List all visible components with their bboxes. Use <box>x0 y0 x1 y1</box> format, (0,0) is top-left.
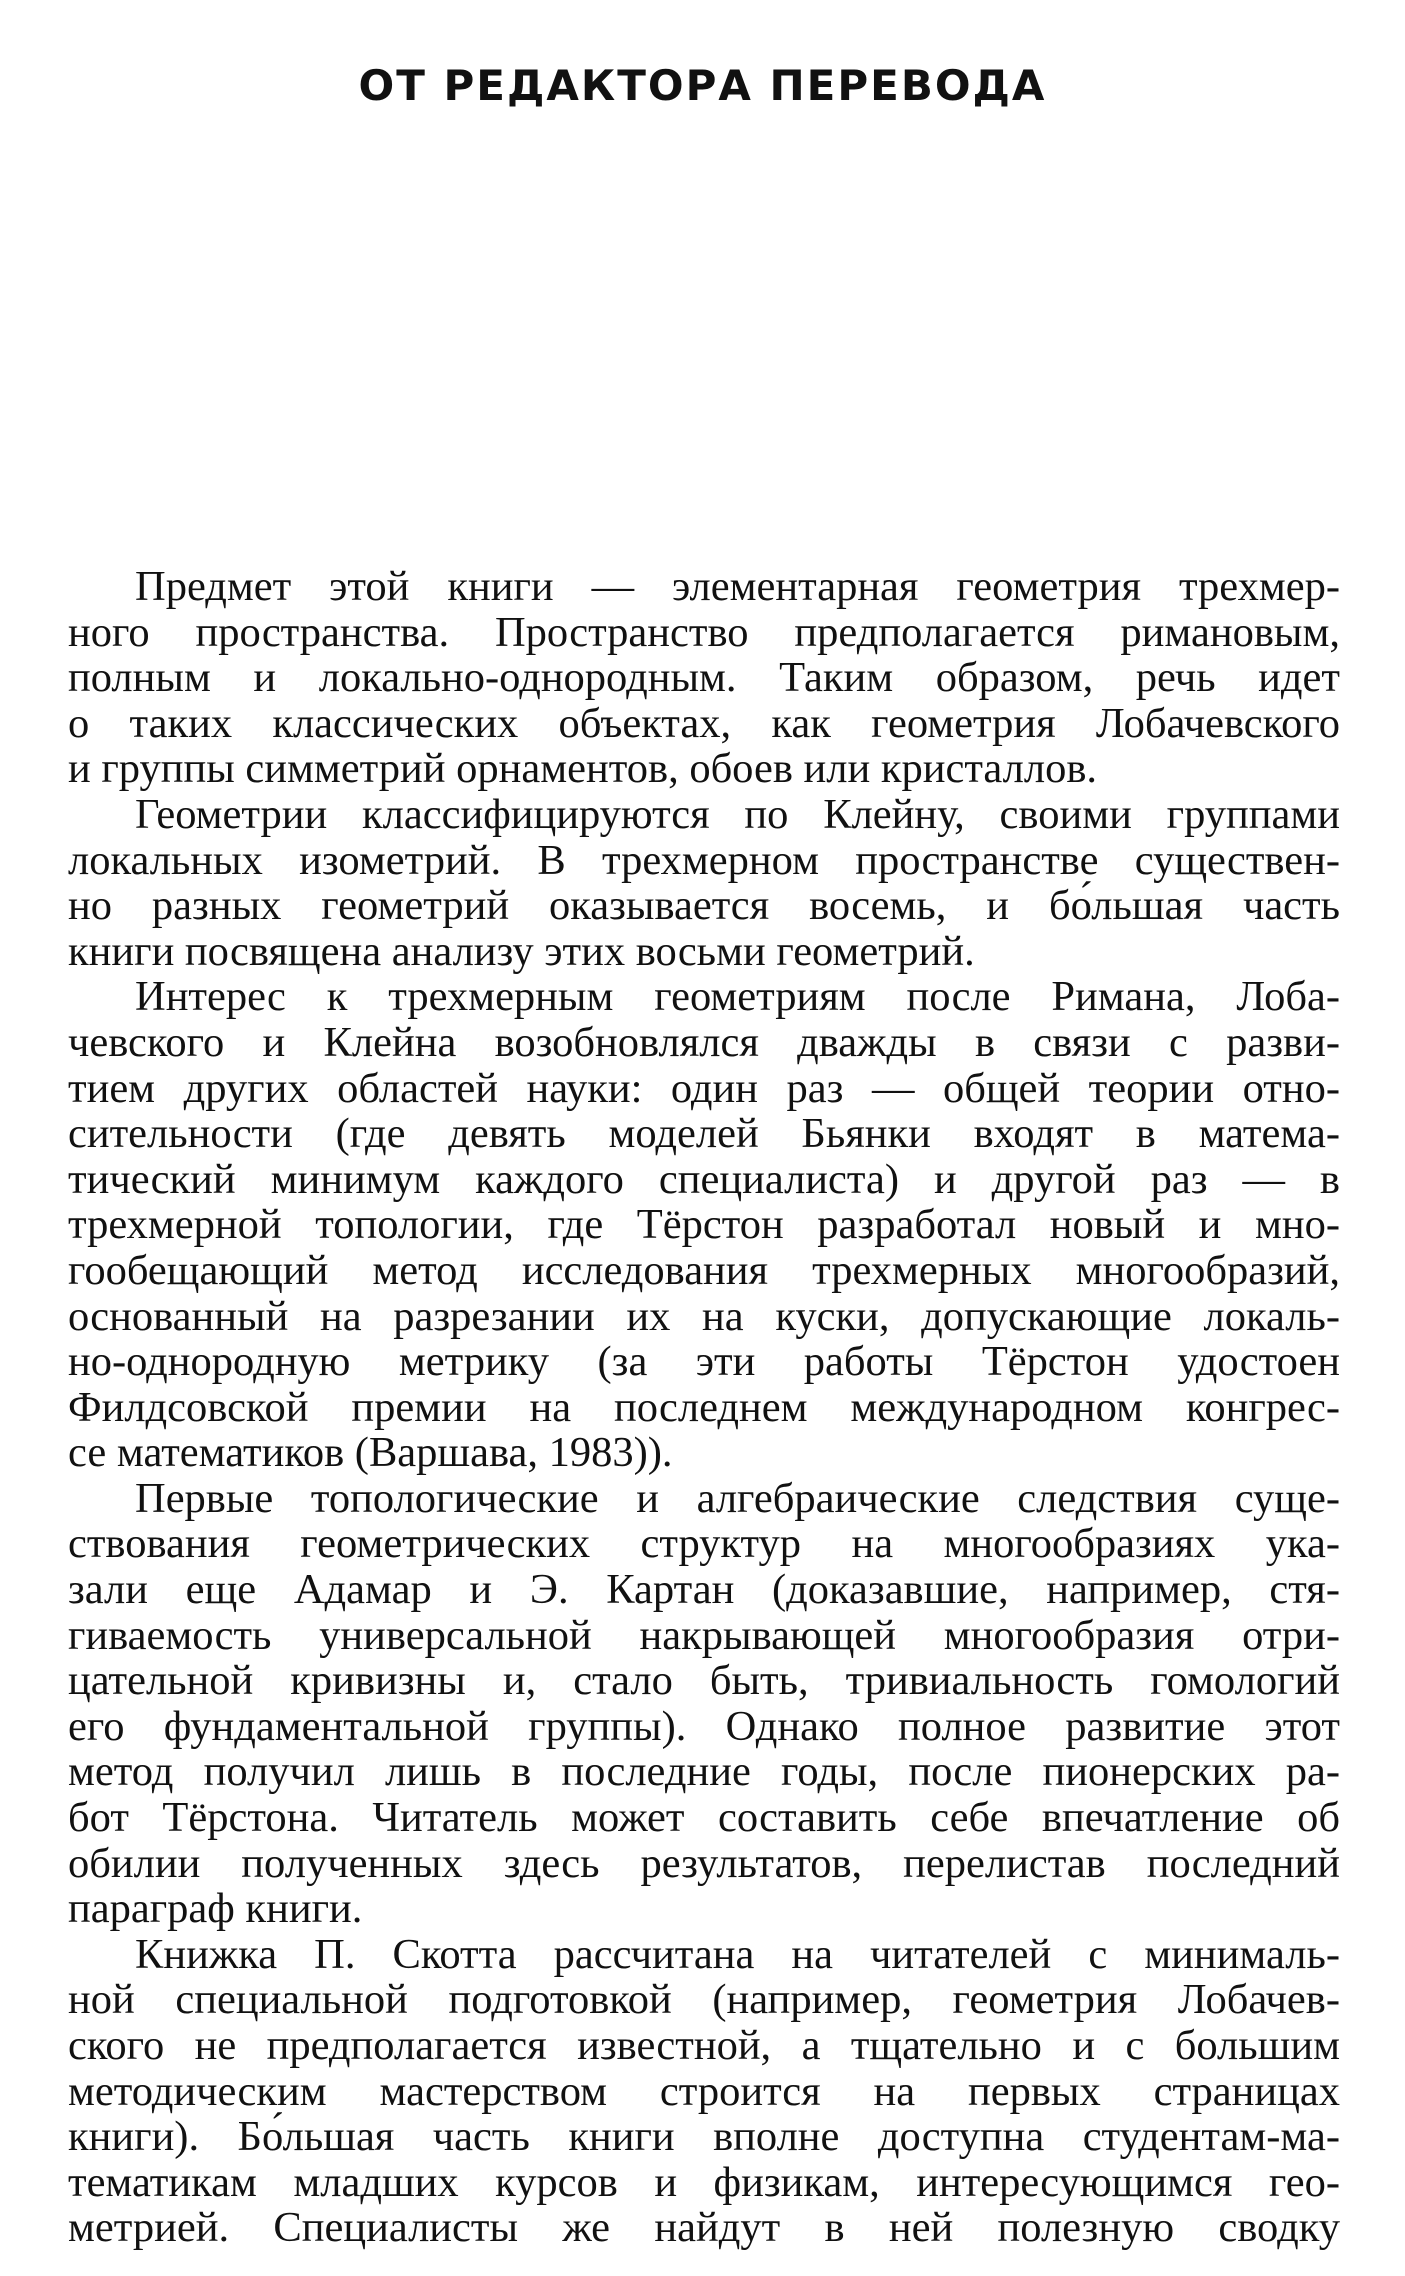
text-line: полным и локально-однородным. Таким образом, речь идет <box>68 654 1340 702</box>
text-line: цательной кривизны и, стало быть, тривиальность гомологий <box>68 1657 1340 1705</box>
text-line: Интерес к трехмерным геометриям после Римана, Лоба- <box>135 973 1340 1021</box>
text-line: основанный на разрезании их на куски, допускающие локаль- <box>68 1292 1340 1340</box>
text-line: чевского и Клейна возобновлялся дважды в связи с разви- <box>68 1018 1340 1066</box>
text-line: Первые топологические и алгебраические следствия суще- <box>135 1474 1340 1522</box>
text-line: и группы симметрий орнаментов, обоев или кристаллов. <box>68 745 1098 793</box>
text-line: тием других областей науки: один раз — общей теории отно- <box>68 1064 1340 1112</box>
text-line: тический минимум каждого специалиста) и другой раз — в <box>68 1155 1340 1203</box>
text-line: обилии полученных здесь результатов, перелистав последний <box>68 1839 1340 1887</box>
text-line: Геометрии классифицируются по Клейну, своими группами <box>135 790 1340 838</box>
text-line: сительности (где девять моделей Бьянки входят в матема- <box>68 1110 1340 1158</box>
text-line: ного пространства. Пространство предполагается римановым, <box>68 608 1340 656</box>
page-title: ОТ РЕДАКТОРА ПЕРЕВОДА <box>358 61 1047 110</box>
text-line: но-однородную метрику (за эти работы Тёрстон удостоен <box>68 1338 1340 1386</box>
text-line: методическим мастерством строится на первых страницах <box>68 2067 1340 2115</box>
text-line: ствования геометрических структур на многообразиях ука- <box>68 1520 1340 1568</box>
text-line: параграф книги. <box>68 1885 363 1933</box>
paragraph <box>68 792 1340 974</box>
paragraph <box>68 974 1340 1476</box>
text-line: Книжка П. Скотта рассчитана на читателей с минималь- <box>135 1930 1340 1978</box>
paragraph <box>68 1476 1340 1932</box>
body-text <box>68 564 1340 2251</box>
text-line: ского не предполагается известной, а тщательно и с большим <box>68 2022 1340 2069</box>
text-line: ной специальной подготовкой (например, геометрия Лобачев- <box>68 1976 1340 2024</box>
text-line: трехмерной топологии, где Тёрстон разработал новый и мно- <box>68 1201 1340 1249</box>
text-line: бот Тёрстона. Читатель может составить себе впечатление об <box>68 1794 1340 1842</box>
text-line: локальных изометрий. В трехмерном пространстве существен- <box>68 836 1340 884</box>
text-line: метрией. Специалисты же найдут в ней полезную сводку <box>68 2204 1340 2252</box>
paragraph <box>68 564 1340 792</box>
text-line: но разных геометрий оказывается восемь, и бо́льшая часть <box>68 882 1340 930</box>
text-line: Предмет этой книги — элементарная геометрия трехмер- <box>135 563 1340 610</box>
text-line: се математиков (Варшава, 1983)). <box>68 1429 673 1477</box>
text-line: о таких классических объектах, как геометрия Лобачевского <box>68 699 1340 747</box>
text-line: книги). Бо́льшая часть книги вполне доступна студентам-ма- <box>68 2113 1340 2161</box>
text-line: гиваемость универсальной накрывающей многообразия отри- <box>68 1611 1340 1659</box>
text-line: гообещающий метод исследования трехмерных многообразий, <box>68 1246 1340 1294</box>
text-line: тематикам младших курсов и физикам, интересующимся гео- <box>68 2158 1340 2206</box>
text-line: Филдсовской премии на последнем международном конгрес- <box>68 1383 1340 1431</box>
text-line: его фундаментальной группы). Однако полное развитие этот <box>68 1702 1340 1750</box>
paragraph <box>68 1932 1340 2251</box>
text-line: книги посвящена анализу этих восьми геометрий. <box>68 927 975 975</box>
text-line: зали еще Адамар и Э. Картан (доказавшие, например, стя- <box>68 1566 1340 1614</box>
text-line: метод получил лишь в последние годы, после пионерских ра- <box>68 1748 1340 1796</box>
